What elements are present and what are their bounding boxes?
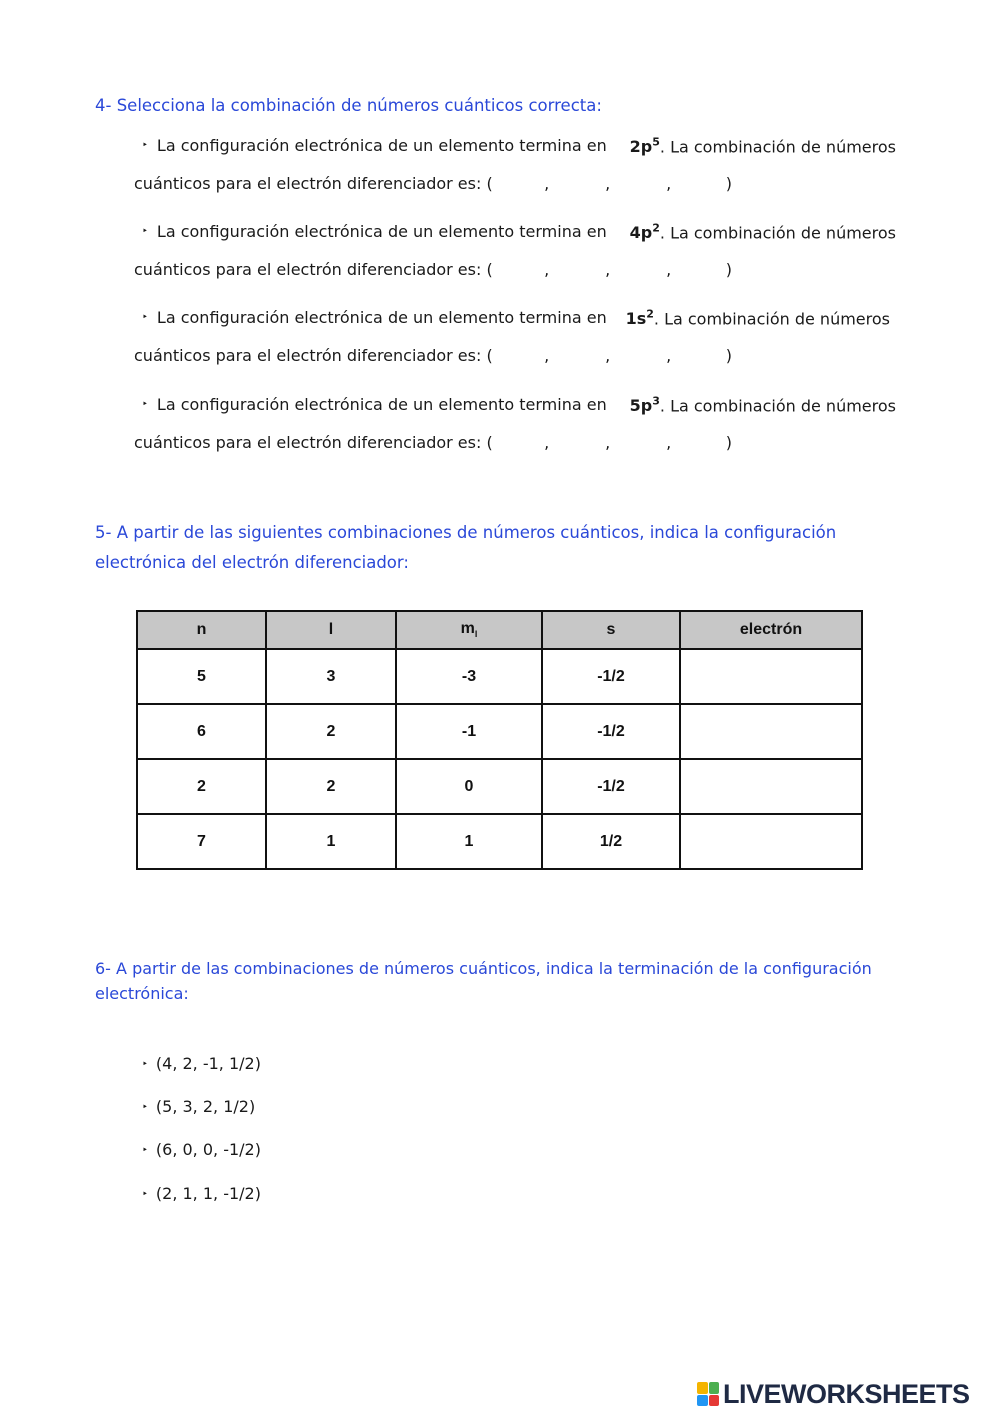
table-row <box>137 649 862 704</box>
list-item: ‣ (5, 3, 2, 1/2) <box>142 1097 256 1116</box>
electron-answer-cell[interactable] <box>680 649 862 704</box>
header-l: l <box>266 611 396 649</box>
cell-ml: 0 <box>396 759 542 814</box>
bullet-icon: ‣ <box>142 1145 148 1156</box>
cell-l: 3 <box>266 649 396 704</box>
orbital: $5p^3$ <box>629 395 660 416</box>
header-n: n <box>137 611 266 649</box>
question-6-heading: 6- A partir de las combinaciones de números cuánticos, indica la terminación de la configuración electrónica: <box>95 959 872 1003</box>
cell-l: 1 <box>266 814 396 869</box>
list-item: ‣ (2, 1, 1, -1/2) <box>142 1184 261 1203</box>
question-4-heading: 4- Selecciona la combinación de números cuánticos correcta: <box>95 96 602 115</box>
electron-answer-cell[interactable] <box>680 759 862 814</box>
table-row <box>137 814 862 869</box>
liveworksheets-logo-icon <box>697 1382 719 1406</box>
cell-ml: 1 <box>396 814 542 869</box>
cell-s: -1/2 <box>542 759 680 814</box>
header-ml: $m_l$ <box>396 611 542 649</box>
bullet-icon: ‣ <box>142 1059 148 1070</box>
table-row <box>137 759 862 814</box>
cell-l: 2 <box>266 704 396 759</box>
bullet-icon: ‣ <box>142 140 148 151</box>
bullet-icon: ‣ <box>142 399 148 410</box>
cell-s: -1/2 <box>542 649 680 704</box>
cell-ml: -3 <box>396 649 542 704</box>
logo-text: LIVEWORKSHEETS <box>723 1378 970 1409</box>
table-header-row <box>137 611 862 649</box>
quantum-numbers-table <box>136 610 863 870</box>
bullet-icon: ‣ <box>142 1102 148 1113</box>
cell-s: 1/2 <box>542 814 680 869</box>
cell-ml: -1 <box>396 704 542 759</box>
bullet-icon: ‣ <box>142 312 148 323</box>
orbital: $4p^2$ <box>629 222 660 243</box>
cell-n: 2 <box>137 759 266 814</box>
cell-n: 5 <box>137 649 266 704</box>
list-item: ‣ (4, 2, -1, 1/2) <box>142 1054 261 1073</box>
question-5-heading: 5- A partir de las siguientes combinaciones de números cuánticos, indica la configuración electrónica del electrón diferenciador: <box>95 523 837 572</box>
header-electron: electrón <box>680 611 862 649</box>
cell-s: -1/2 <box>542 704 680 759</box>
orbital: $2p^5$ <box>629 136 660 157</box>
list-item: ‣ (6, 0, 0, -1/2) <box>142 1140 261 1159</box>
cell-n: 6 <box>137 704 266 759</box>
electron-answer-cell[interactable] <box>680 704 862 759</box>
liveworksheets-logo <box>697 1378 970 1410</box>
header-s: s <box>542 611 680 649</box>
bullet-icon: ‣ <box>142 1189 148 1200</box>
table-row <box>137 704 862 759</box>
cell-n: 7 <box>137 814 266 869</box>
cell-l: 2 <box>266 759 396 814</box>
electron-answer-cell[interactable] <box>680 814 862 869</box>
bullet-icon: ‣ <box>142 226 148 237</box>
orbital: $1s^2$ <box>625 308 654 329</box>
